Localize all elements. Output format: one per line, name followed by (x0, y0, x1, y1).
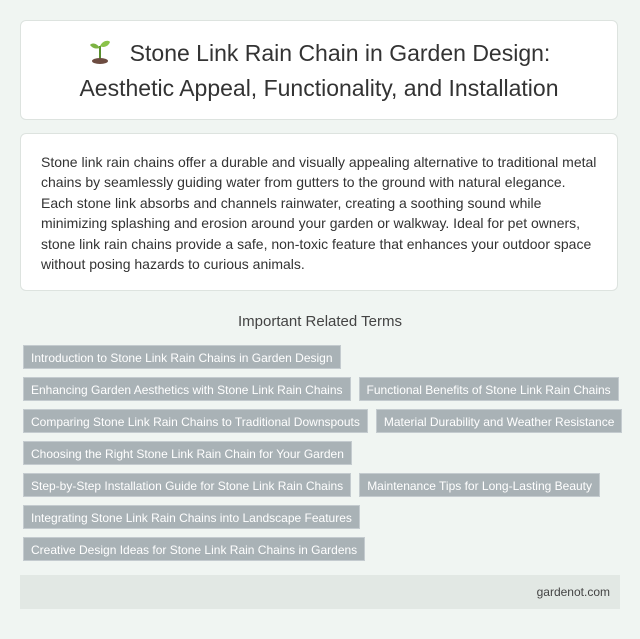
page-title (79, 37, 558, 104)
related-term-tag[interactable]: Functional Benefits of Stone Link Rain Chains (359, 377, 619, 401)
sprout-icon (88, 38, 112, 72)
related-term-tag[interactable]: Enhancing Garden Aesthetics with Stone Link Rain Chains (23, 377, 351, 401)
footer-site-link[interactable]: gardenot.com (536, 585, 610, 599)
related-terms-heading: Important Related Terms (238, 313, 402, 330)
related-term-tag[interactable]: Maintenance Tips for Long-Lasting Beauty (359, 473, 600, 497)
intro-card (20, 133, 618, 291)
related-term-tag[interactable]: Choosing the Right Stone Link Rain Chain for Your Garden (23, 441, 352, 465)
related-term-tag[interactable]: Step-by-Step Installation Guide for Stone Link Rain Chains (23, 473, 351, 497)
title-line-1: Stone Link Rain Chain in Garden Design: (129, 39, 551, 66)
title-card (20, 20, 618, 120)
related-term-tag[interactable]: Material Durability and Weather Resistance (376, 409, 623, 433)
footer (20, 575, 620, 609)
title-line-2: Aesthetic Appeal, Functionality, and Installation (79, 74, 559, 101)
related-terms-list (23, 345, 623, 561)
related-term-tag[interactable]: Comparing Stone Link Rain Chains to Traditional Downspouts (23, 409, 368, 433)
intro-paragraph: Stone link rain chains offer a durable and visually appealing alternative to traditional metal chains by seamlessly guiding water from gutters to the ground with natural elegance. Each stone link absorbs and channels rainwater, creating a soothing sound while minimizing splashing and erosion around your garden or walkway. Ideal for pet owners, stone link rain chains provide a safe, non-toxic feature that enhances your outdoor space without posing hazards to curious animals. (41, 154, 597, 273)
related-term-tag[interactable]: Creative Design Ideas for Stone Link Rain Chains in Gardens (23, 537, 365, 561)
related-term-tag[interactable]: Introduction to Stone Link Rain Chains in Garden Design (23, 345, 341, 369)
related-term-tag[interactable]: Integrating Stone Link Rain Chains into Landscape Features (23, 505, 360, 529)
